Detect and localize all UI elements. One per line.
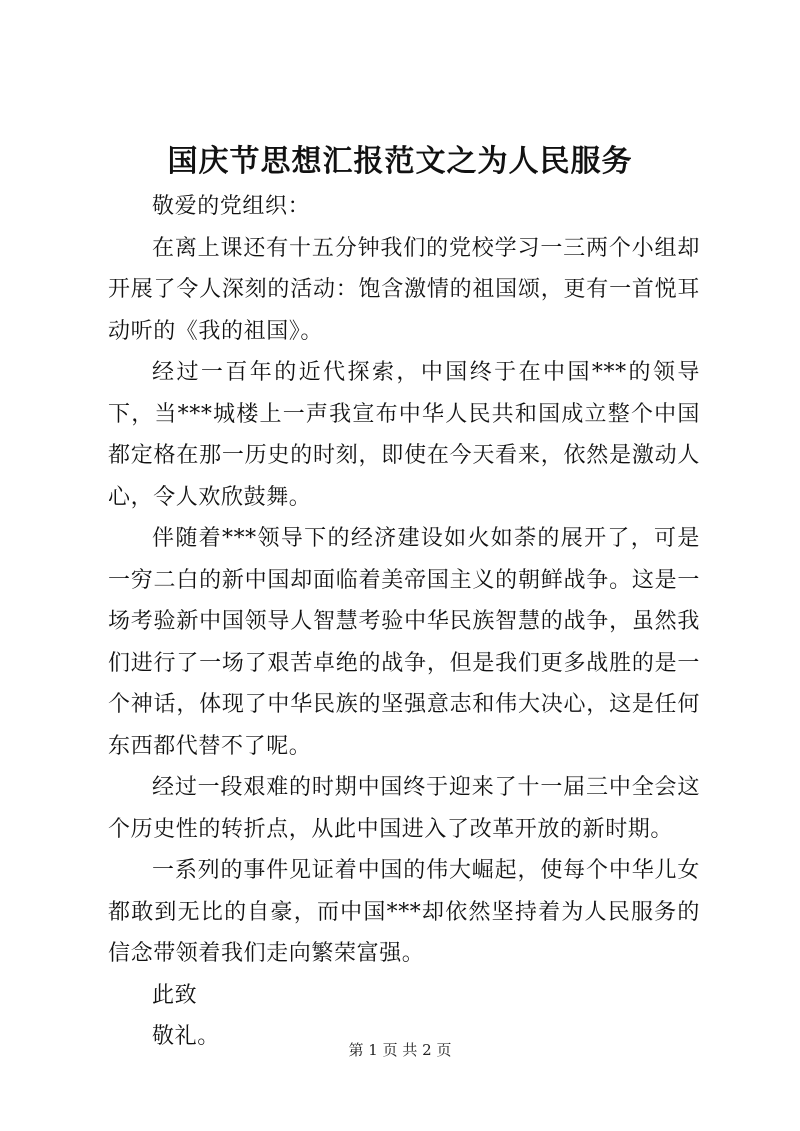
closing-line-2: 敬礼。 bbox=[152, 1024, 220, 1049]
paragraph-5: 一系列的事件见证着中国的伟大崛起，使每个中华儿女都敢到无比的自豪，而中国***却依然坚持着为人民服务的信念带领着我们走向繁荣富强。 bbox=[108, 858, 700, 966]
document-title: 国庆节思想汇报范文之为人民服务 bbox=[167, 144, 633, 179]
paragraph-4: 经过一段艰难的时期中国终于迎来了十一届三中全会这个历史性的转折点，从此中国进入了改革开放的新时期。 bbox=[108, 775, 700, 842]
paragraph-2: 经过一百年的近代探索，中国终于在中国***的领导下，当***城楼上一声我宣布中华人民共和国成立整个中国都定格在那一历史的时刻，即使在今天看来，依然是激动人心，令人欢欣鼓舞。 bbox=[108, 360, 700, 510]
document-body bbox=[108, 186, 700, 1058]
page-footer: 第 1 页 共 2 页 bbox=[348, 1041, 452, 1059]
paragraph-3: 伴随着***领导下的经济建设如火如荼的展开了，可是一穷二白的新中国却面临着美帝国主义的朝鲜战争。这是一场考验新中国领导人智慧考验中华民族智慧的战争，虽然我们进行了一场了艰苦卓绝的战争，但是我们更多战胜的是一个神话，体现了中华民族的坚强意志和伟大决心，这是任何东西都代替不了呢。 bbox=[108, 526, 700, 759]
paragraph-1: 在离上课还有十五分钟我们的党校学习一三两个小组却开展了令人深刻的活动：饱含激情的祖国颂，更有一首悦耳动听的《我的祖国》。 bbox=[108, 235, 700, 344]
salutation: 敬爱的党组织： bbox=[152, 194, 311, 219]
closing-line-1: 此致 bbox=[152, 982, 198, 1008]
